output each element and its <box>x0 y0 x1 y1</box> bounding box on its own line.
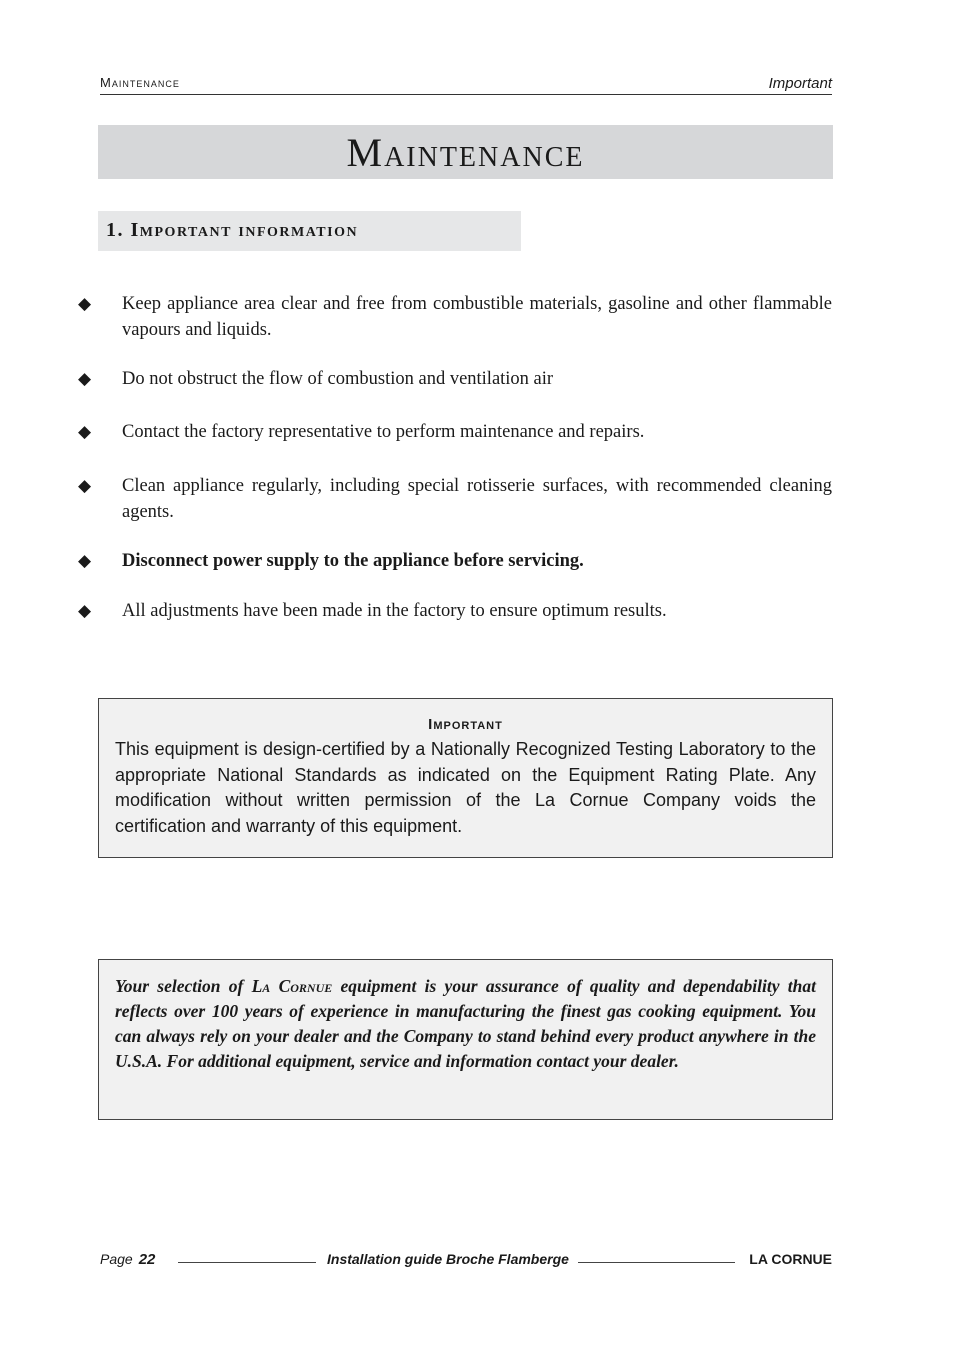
bullet-item <box>78 419 832 445</box>
important-notice-box <box>98 698 833 858</box>
diamond-bullet-icon: ◆ <box>78 601 92 620</box>
bullet-text: Do not obstruct the flow of combustion and ventilation air <box>122 369 554 389</box>
footer-brand: LA CORNUE <box>749 1251 832 1267</box>
bullet-item <box>78 473 832 525</box>
assurance-brand: La Cornue <box>251 976 333 996</box>
diamond-bullet-icon: ◆ <box>78 369 92 388</box>
diamond-bullet-icon: ◆ <box>78 551 92 570</box>
assurance-text-before: Your selection of <box>115 976 252 996</box>
bullet-text: Keep appliance area clear and free from combustible materials, gasoline and other flammable vapours and liquids. <box>122 294 832 340</box>
footer-page <box>100 1251 155 1268</box>
diamond-bullet-icon: ◆ <box>78 476 92 495</box>
section-heading-band <box>98 211 521 251</box>
running-header-section: Maintenance <box>100 75 180 90</box>
bullet-text: Clean appliance regularly, including special rotisserie surfaces, with recommended cleaning agents. <box>122 476 832 522</box>
bullet-item <box>78 291 832 343</box>
running-header <box>100 74 832 95</box>
page-footer <box>100 1248 832 1272</box>
footer-document-title: Installation guide Broche Flamberge <box>327 1251 569 1267</box>
running-header-label: Important <box>768 75 832 92</box>
footer-page-label: Page <box>100 1251 133 1267</box>
bullet-item <box>78 366 832 392</box>
assurance-box <box>98 959 833 1120</box>
footer-rule-left <box>178 1262 316 1263</box>
page-title: Maintenance <box>346 130 585 175</box>
page-title-band <box>98 125 833 179</box>
section-heading: 1. Important information <box>106 219 359 241</box>
diamond-bullet-icon: ◆ <box>78 422 92 441</box>
bullet-text: Contact the factory representative to perform maintenance and repairs. <box>122 422 645 442</box>
assurance-text <box>115 974 816 1074</box>
bullet-text: Disconnect power supply to the appliance before servicing. <box>122 551 584 571</box>
assurance-text-after: equipment is your assurance of quality and dependability that reflects over 100 years of experience in manufacturing the finest gas cooking equipment. You can always rely on your dealer and the Company to stand behind every product anywhere in the U.S.A. For additional equipment, service and information contact your dealer. <box>115 976 816 1071</box>
bullet-item <box>78 598 832 624</box>
bullet-text: All adjustments have been made in the factory to ensure optimum results. <box>122 601 667 621</box>
footer-page-number: 22 <box>138 1251 156 1268</box>
diamond-bullet-icon: ◆ <box>78 294 92 313</box>
footer-rule-right <box>578 1262 735 1263</box>
bullet-item <box>78 548 832 574</box>
important-notice-title: Important <box>428 716 503 733</box>
important-notice-text: This equipment is design-certified by a Nationally Recognized Testing Laboratory to the appropriate National Standards as indicated on the Equipment Rating Plate. Any modification without written permission of the La Cornue Company voids the certification and warranty of this equipment. <box>115 739 816 836</box>
